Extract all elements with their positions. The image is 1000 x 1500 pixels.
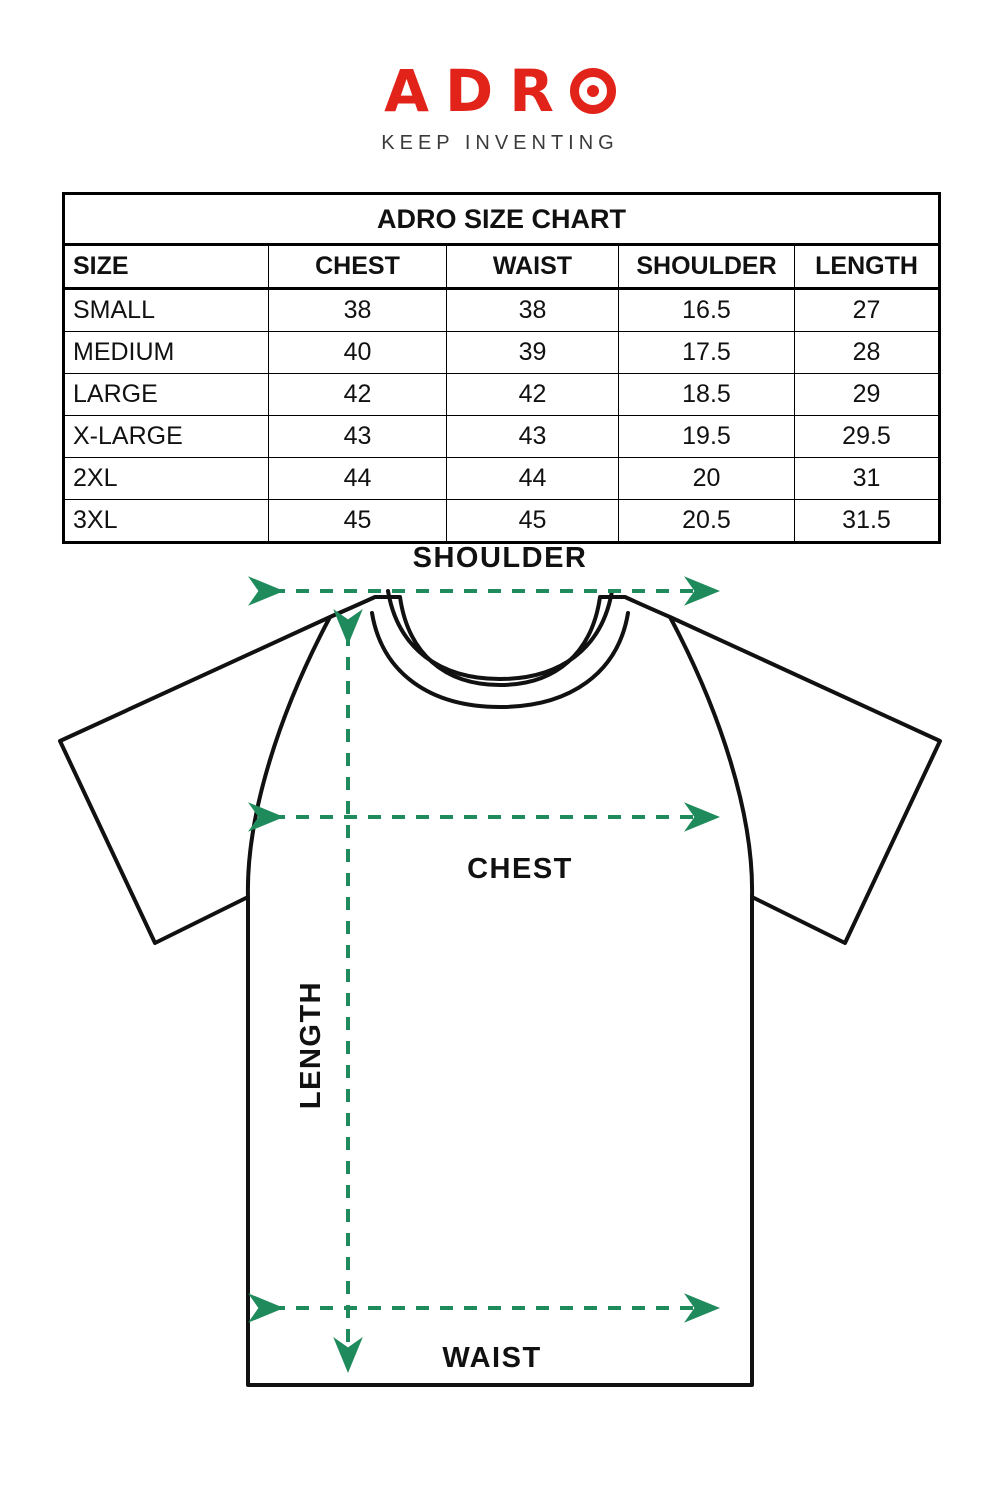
cell-size: SMALL [64, 289, 269, 332]
chest-label: CHEST [467, 853, 573, 885]
table-title-row [64, 194, 940, 245]
table-row [64, 458, 940, 500]
waist-label: WAIST [442, 1342, 542, 1374]
cell-length: 31 [795, 458, 940, 500]
logo-letter-r: R [509, 57, 556, 125]
logo-letter-d: D [445, 57, 496, 125]
cell-waist: 43 [447, 416, 619, 458]
cell-chest: 43 [269, 416, 447, 458]
cell-length: 27 [795, 289, 940, 332]
cell-size: MEDIUM [64, 332, 269, 374]
brand-wordmark [384, 57, 616, 125]
cell-size: LARGE [64, 374, 269, 416]
table-row [64, 416, 940, 458]
cell-shoulder: 19.5 [619, 416, 795, 458]
table-header-row [64, 245, 940, 289]
length-label: LENGTH [295, 980, 327, 1110]
cell-waist: 42 [447, 374, 619, 416]
tshirt-measurement-diagram [0, 545, 1000, 1485]
cell-chest: 42 [269, 374, 447, 416]
size-chart-table-container [62, 192, 938, 544]
table-row [64, 500, 940, 543]
cell-waist: 45 [447, 500, 619, 543]
shoulder-label: SHOULDER [412, 545, 588, 574]
target-circle-icon [570, 68, 616, 114]
cell-shoulder: 20.5 [619, 500, 795, 543]
table-row [64, 289, 940, 332]
logo-letter-a: A [384, 57, 432, 125]
column-header-waist: WAIST [447, 245, 619, 289]
cell-chest: 38 [269, 289, 447, 332]
cell-size: 2XL [64, 458, 269, 500]
cell-chest: 44 [269, 458, 447, 500]
cell-length: 29 [795, 374, 940, 416]
size-chart-table [62, 192, 941, 544]
cell-chest: 45 [269, 500, 447, 543]
cell-length: 28 [795, 332, 940, 374]
column-header-size: SIZE [64, 245, 269, 289]
cell-shoulder: 16.5 [619, 289, 795, 332]
cell-shoulder: 17.5 [619, 332, 795, 374]
cell-size: X-LARGE [64, 416, 269, 458]
column-header-shoulder: SHOULDER [619, 245, 795, 289]
page-title: ADRO SIZE CHART [64, 194, 940, 245]
column-header-length: LENGTH [795, 245, 940, 289]
column-header-chest: CHEST [269, 245, 447, 289]
tshirt-outline [60, 597, 940, 1385]
cell-size: 3XL [64, 500, 269, 543]
cell-length: 29.5 [795, 416, 940, 458]
cell-waist: 44 [447, 458, 619, 500]
table-row [64, 332, 940, 374]
cell-length: 31.5 [795, 500, 940, 543]
cell-waist: 39 [447, 332, 619, 374]
cell-shoulder: 20 [619, 458, 795, 500]
cell-waist: 38 [447, 289, 619, 332]
table-row [64, 374, 940, 416]
cell-chest: 40 [269, 332, 447, 374]
brand-tagline: KEEP INVENTING [381, 132, 619, 154]
brand-logo [0, 57, 1000, 155]
cell-shoulder: 18.5 [619, 374, 795, 416]
